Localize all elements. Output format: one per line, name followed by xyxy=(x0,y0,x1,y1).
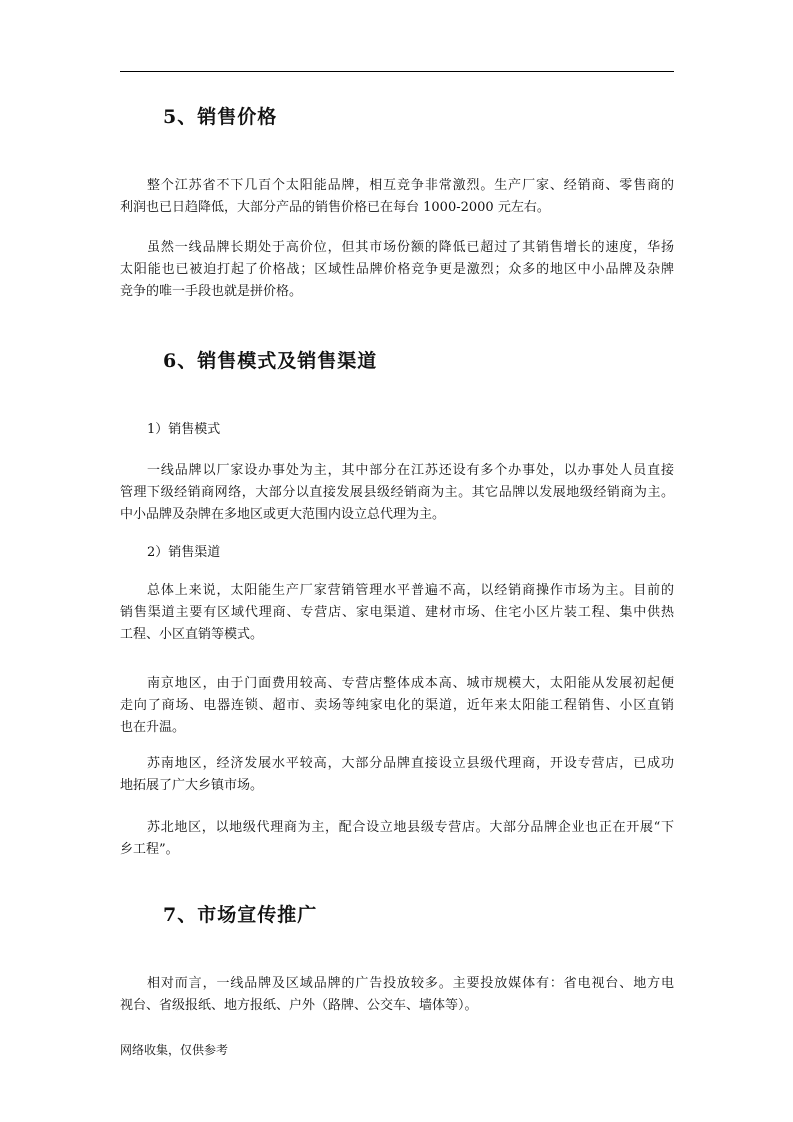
paragraph-advertising xyxy=(120,973,674,1017)
text-line: 也在升温。 xyxy=(120,720,186,735)
text-line: 南京地区，由于门面费用较高、专营店整体成本高、城市规模大，太阳能从发展初起便 xyxy=(147,676,674,691)
text-line: 总体上来说，太阳能生产厂家营销管理水平普遍不高，以经销商操作市场为主。目前的 xyxy=(147,583,674,598)
text-line: 地拓展了广大乡镇市场。 xyxy=(120,778,264,793)
paragraph-sales-mode xyxy=(120,460,674,526)
text-line: 相对而言，一线品牌及区域品牌的广告投放较多。主要投放媒体有：省电视台、地方电 xyxy=(147,976,674,991)
text-line: 一线品牌以厂家设办事处为主，其中部分在江苏还设有多个办事处，以办事处人员直接 xyxy=(147,463,674,478)
text-line: 利润也已日趋降低，大部分产品的销售价格已在每台 1000-2000 元左右。 xyxy=(120,200,550,215)
text-line: 中小品牌及杂牌在多地区或更大范围内设立总代理为主。 xyxy=(120,507,446,522)
text-line: 太阳能也已被迫打起了价格战；区域性品牌价格竞争更是激烈；众多的地区中小品牌及杂牌 xyxy=(120,262,674,277)
paragraph-channels-overview xyxy=(120,580,674,646)
heading-sales-mode-channels: 6、销售模式及销售渠道 xyxy=(163,350,378,372)
footer-note: 网络收集，仅供参考 xyxy=(120,1043,229,1057)
header-rule xyxy=(120,71,674,72)
paragraph-price-war xyxy=(120,237,674,303)
paragraph-sunan xyxy=(120,753,674,797)
text-line: 工程、小区直销等模式。 xyxy=(120,627,264,642)
paragraph-nanjing xyxy=(120,673,674,739)
paragraph-subei xyxy=(120,817,674,861)
text-line: 销售渠道主要有区域代理商、专营店、家电渠道、建材市场、住宅小区片装工程、集中供热 xyxy=(120,605,674,620)
text-line: 苏北地区，以地级代理商为主，配合设立地县级专营店。大部分品牌企业也正在开展“下 xyxy=(147,820,674,835)
text-line: 视台、省级报纸、地方报纸、户外（路牌、公交车、墙体等）。 xyxy=(120,998,478,1013)
heading-sales-price: 5、销售价格 xyxy=(163,106,278,128)
paragraph-price-competition xyxy=(120,175,674,219)
text-line: 整个江苏省不下几百个太阳能品牌，相互竞争非常激烈。生产厂家、经销商、零售商的 xyxy=(147,178,674,193)
text-line: 走向了商场、电器连锁、超市、卖场等纯家电化的渠道，近年来太阳能工程销售、小区直销 xyxy=(120,698,674,713)
subheading-sales-mode: 1）销售模式 xyxy=(147,422,221,437)
text-line: 竞争的唯一手段也就是拼价格。 xyxy=(120,284,303,299)
text-line: 管理下级经销商网络，大部分以直接发展县级经销商为主。其它品牌以发展地级经销商为主。 xyxy=(120,485,674,500)
heading-marketing-promotion: 7、市场宣传推广 xyxy=(163,904,318,926)
text-line: 乡工程”。 xyxy=(120,842,179,857)
text-line: 苏南地区，经济发展水平较高，大部分品牌直接设立县级代理商，开设专营店，已成功 xyxy=(147,756,674,771)
text-line: 虽然一线品牌长期处于高价位，但其市场份额的降低已超过了其销售增长的速度，华扬 xyxy=(147,240,674,255)
subheading-sales-channels: 2）销售渠道 xyxy=(147,545,221,560)
